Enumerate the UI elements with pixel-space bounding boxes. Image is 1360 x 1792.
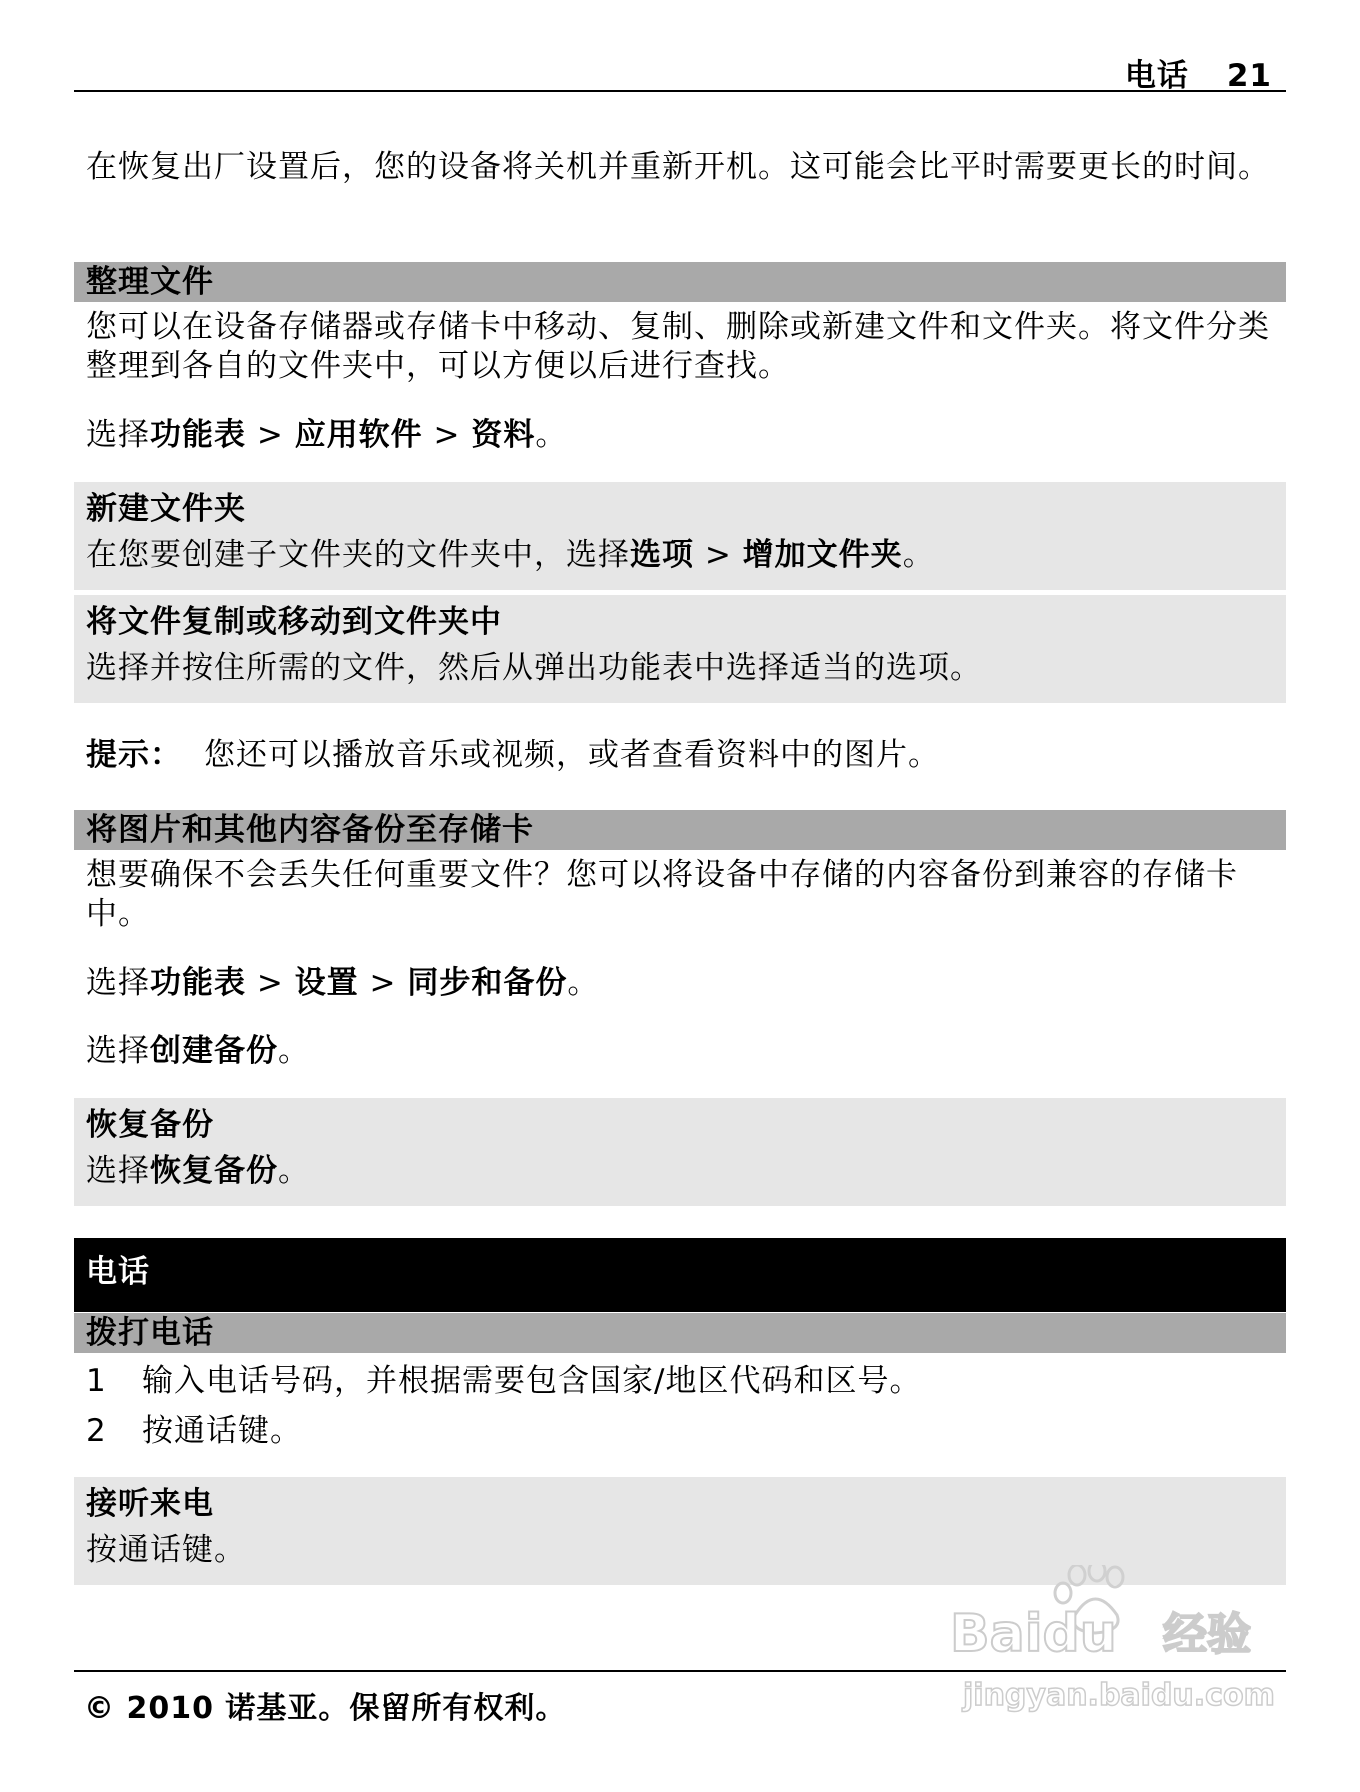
- subsection-heading: 将文件复制或移动到文件夹中: [86, 604, 502, 640]
- subsection-text: 选择恢复备份。: [86, 1153, 310, 1189]
- heading-text: 拨打电话: [86, 1315, 214, 1351]
- subsection-heading: 接听来电: [86, 1486, 214, 1522]
- menu-item-settings: 设置: [294, 965, 359, 1001]
- section-heading-make-call: [74, 1313, 1286, 1353]
- baidu-jingyan-watermark: [945, 1565, 1275, 1725]
- backup-menu-path: 选择功能表 > 设置 > 同步和备份。: [86, 965, 600, 1001]
- menu-item-sync-backup: 同步和备份: [407, 965, 568, 1001]
- tip: [86, 736, 1276, 775]
- menu-item-restore-backup: 恢复备份: [150, 1153, 278, 1189]
- page-number: 21: [1226, 58, 1272, 94]
- subsection-new-folder: [74, 482, 1286, 590]
- subsection-text: 在您要创建子文件夹的文件夹中，选择选项 > 增加文件夹。: [86, 537, 935, 573]
- subsection-heading: 新建文件夹: [86, 491, 246, 527]
- list-item: [86, 1412, 302, 1451]
- step-number: 2: [86, 1413, 107, 1449]
- chapter-heading-calls: [74, 1238, 1286, 1312]
- intro-paragraph: 在恢复出厂设置后，您的设备将关机并重新开机。这可能会比平时需要更长的时间。: [86, 149, 1270, 185]
- header-title: 电话: [1124, 58, 1189, 94]
- menu-item-add-folder: 增加文件夹: [742, 537, 903, 573]
- organize-paragraph: 您可以在设备存储器或存储卡中移动、复制、删除或新建文件和文件夹。将文件分类整理到各自的文件夹中，可以方便以后进行查找。: [86, 309, 1270, 384]
- menu-item-gallery: 资料: [471, 417, 536, 453]
- subsection-text: 选择并按住所需的文件，然后从弹出功能表中选择适当的选项。: [86, 650, 982, 686]
- step-text: 按通话键。: [142, 1413, 302, 1449]
- menu-item-applications: 应用软件: [294, 417, 423, 453]
- menu-item-function-table: 功能表: [150, 965, 246, 1001]
- section-heading-organize: [74, 262, 1286, 302]
- tip-text: 您还可以播放音乐或视频，或者查看资料中的图片。: [204, 737, 940, 773]
- watermark-brand-cn: 经验: [1163, 1609, 1251, 1660]
- step-text: 输入电话号码，并根据需要包含国家/地区代码和区号。: [142, 1363, 922, 1399]
- step-number: 1: [86, 1363, 107, 1399]
- subsection-restore: [74, 1098, 1286, 1206]
- subsection-text: 按通话键。: [86, 1532, 246, 1568]
- footer-copyright: © 2010 诺基亚。保留所有权利。: [84, 1691, 567, 1726]
- menu-item-function-table: 功能表: [150, 417, 246, 453]
- watermark-brand: Baidu: [950, 1604, 1117, 1664]
- chapter-title: 电话: [86, 1254, 150, 1290]
- organize-menu-path: 选择功能表 > 应用软件 > 资料。: [86, 417, 568, 453]
- backup-create-instruction: 选择创建备份。: [86, 1033, 310, 1069]
- page-header: [74, 50, 1286, 92]
- subsection-copy-move: [74, 595, 1286, 703]
- backup-paragraph: 想要确保不会丢失任何重要文件？您可以将设备中存储的内容备份到兼容的存储卡中。: [86, 857, 1238, 932]
- list-item: [86, 1362, 921, 1401]
- subsection-heading: 恢复备份: [86, 1107, 214, 1143]
- watermark-url: jingyan.baidu.com: [963, 1678, 1275, 1713]
- tip-label: 提示：: [86, 737, 182, 773]
- menu-item-create-backup: 创建备份: [150, 1033, 278, 1069]
- section-heading-backup: [74, 810, 1286, 850]
- heading-text: 整理文件: [86, 264, 214, 300]
- menu-item-options: 选项: [630, 537, 694, 573]
- heading-text: 将图片和其他内容备份至存储卡: [86, 812, 534, 848]
